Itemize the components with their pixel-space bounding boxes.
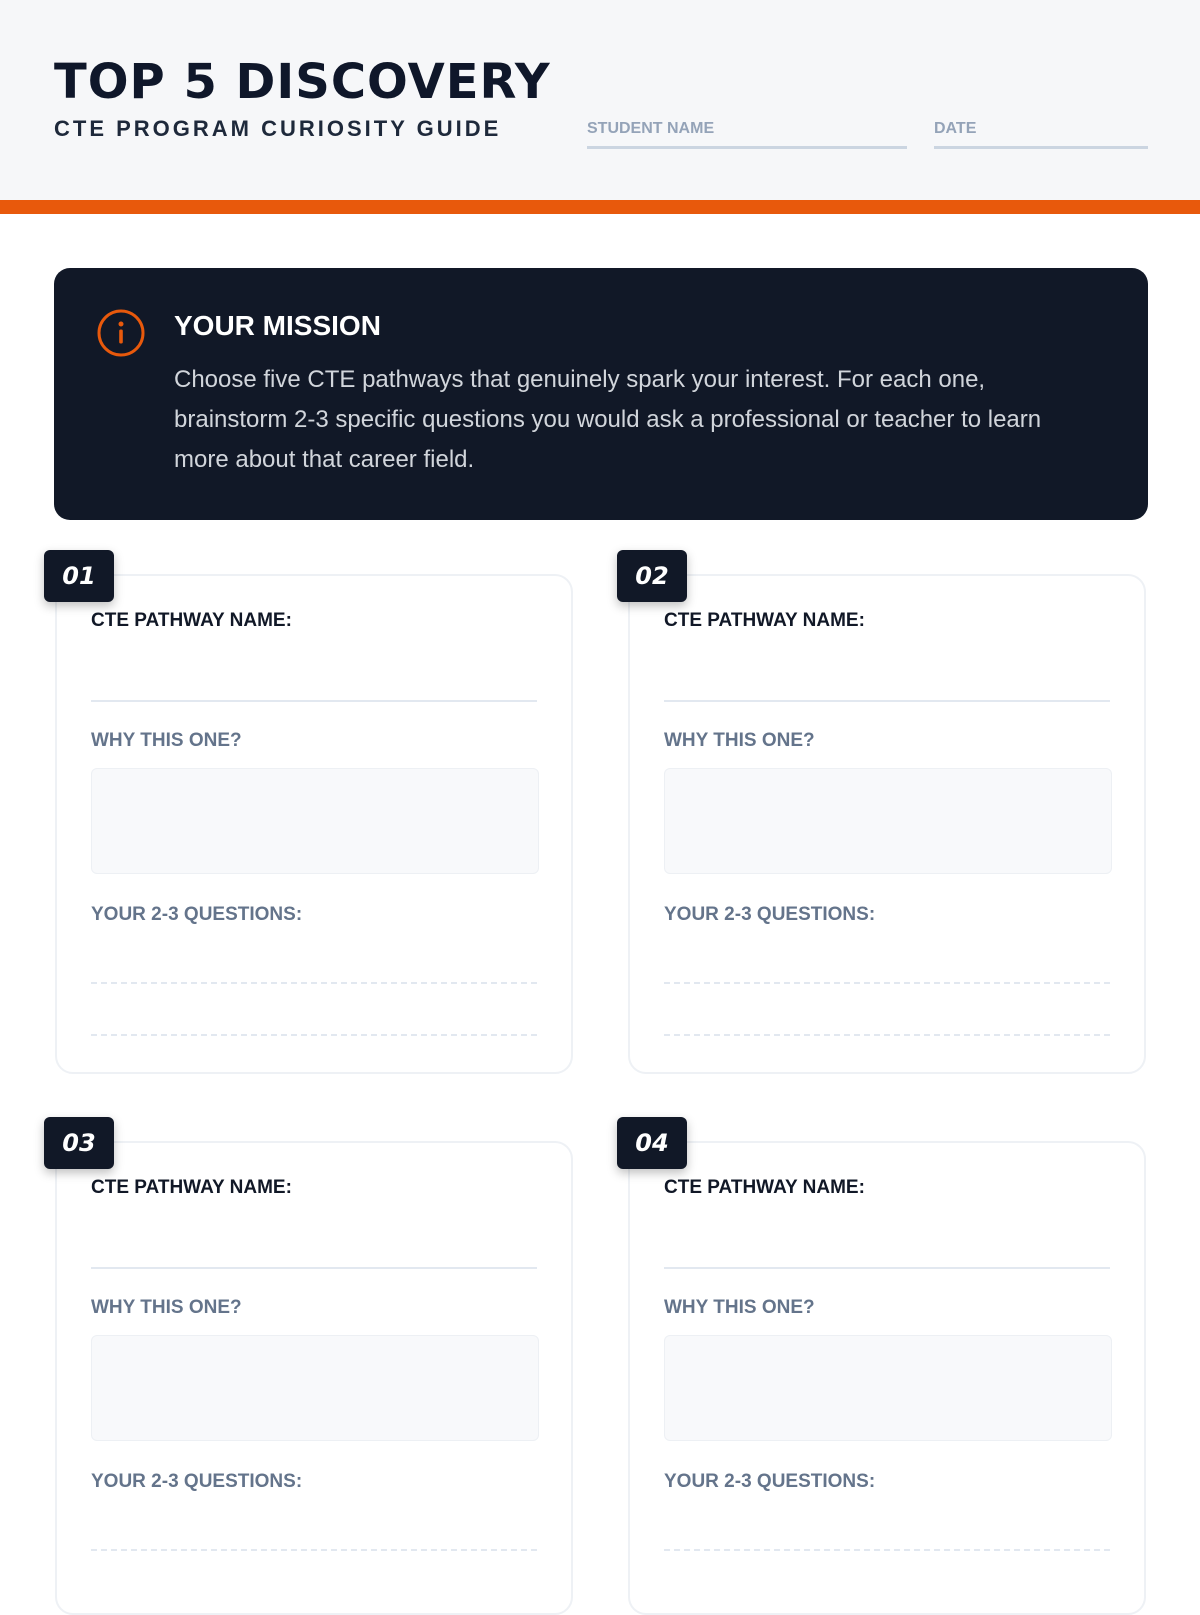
questions-label: YOUR 2-3 QUESTIONS: [664, 904, 876, 925]
pathway-name-input[interactable] [664, 700, 1110, 702]
pathway-name-label: CTE PATHWAY NAME: [91, 610, 292, 631]
pathway-card-3 [55, 1141, 573, 1615]
date-field[interactable]: DATE [934, 120, 1148, 149]
card-number-badge: 01 [44, 550, 114, 602]
pathway-name-label: CTE PATHWAY NAME: [664, 610, 865, 631]
page-header [0, 0, 1200, 200]
pathway-name-input[interactable] [91, 700, 537, 702]
questions-label: YOUR 2-3 QUESTIONS: [91, 904, 303, 925]
mission-title: YOUR MISSION [174, 310, 381, 341]
pathway-name-label: CTE PATHWAY NAME: [91, 1177, 292, 1198]
mission-body: Choose five CTE pathways that genuinely spark your interest. For each one, brainstorm 2-3 specific questions you would ask a professional or teacher to learn more about that career field. [174, 366, 1042, 473]
why-label: WHY THIS ONE? [91, 1297, 242, 1318]
accent-divider [0, 200, 1200, 214]
question-line-2[interactable] [91, 1034, 537, 1036]
why-label: WHY THIS ONE? [91, 730, 242, 751]
card-number-badge: 04 [617, 1117, 687, 1169]
info-circle-icon [96, 308, 146, 358]
why-label: WHY THIS ONE? [664, 730, 815, 751]
why-input-box[interactable] [91, 768, 539, 874]
why-input-box[interactable] [664, 1335, 1112, 1441]
questions-label: YOUR 2-3 QUESTIONS: [664, 1471, 876, 1492]
pathway-name-input[interactable] [664, 1267, 1110, 1269]
why-input-box[interactable] [91, 1335, 539, 1441]
card-number-badge: 02 [617, 550, 687, 602]
student-name-field[interactable]: STUDENT NAME [587, 120, 907, 149]
pathway-card-2 [628, 574, 1146, 1074]
pathway-card-4 [628, 1141, 1146, 1615]
question-line-1[interactable] [91, 982, 537, 984]
pathway-name-label: CTE PATHWAY NAME: [664, 1177, 865, 1198]
pathway-card-1 [55, 574, 573, 1074]
pathway-name-input[interactable] [91, 1267, 537, 1269]
page-title: TOP 5 DISCOVERY [54, 54, 551, 110]
page-subtitle: CTE PROGRAM CURIOSITY GUIDE [54, 116, 502, 141]
question-line-2[interactable] [664, 1034, 1110, 1036]
mission-banner [54, 268, 1148, 520]
question-line-1[interactable] [664, 1549, 1110, 1551]
why-label: WHY THIS ONE? [664, 1297, 815, 1318]
question-line-1[interactable] [91, 1549, 537, 1551]
questions-label: YOUR 2-3 QUESTIONS: [91, 1471, 303, 1492]
card-number-badge: 03 [44, 1117, 114, 1169]
question-line-1[interactable] [664, 982, 1110, 984]
why-input-box[interactable] [664, 768, 1112, 874]
